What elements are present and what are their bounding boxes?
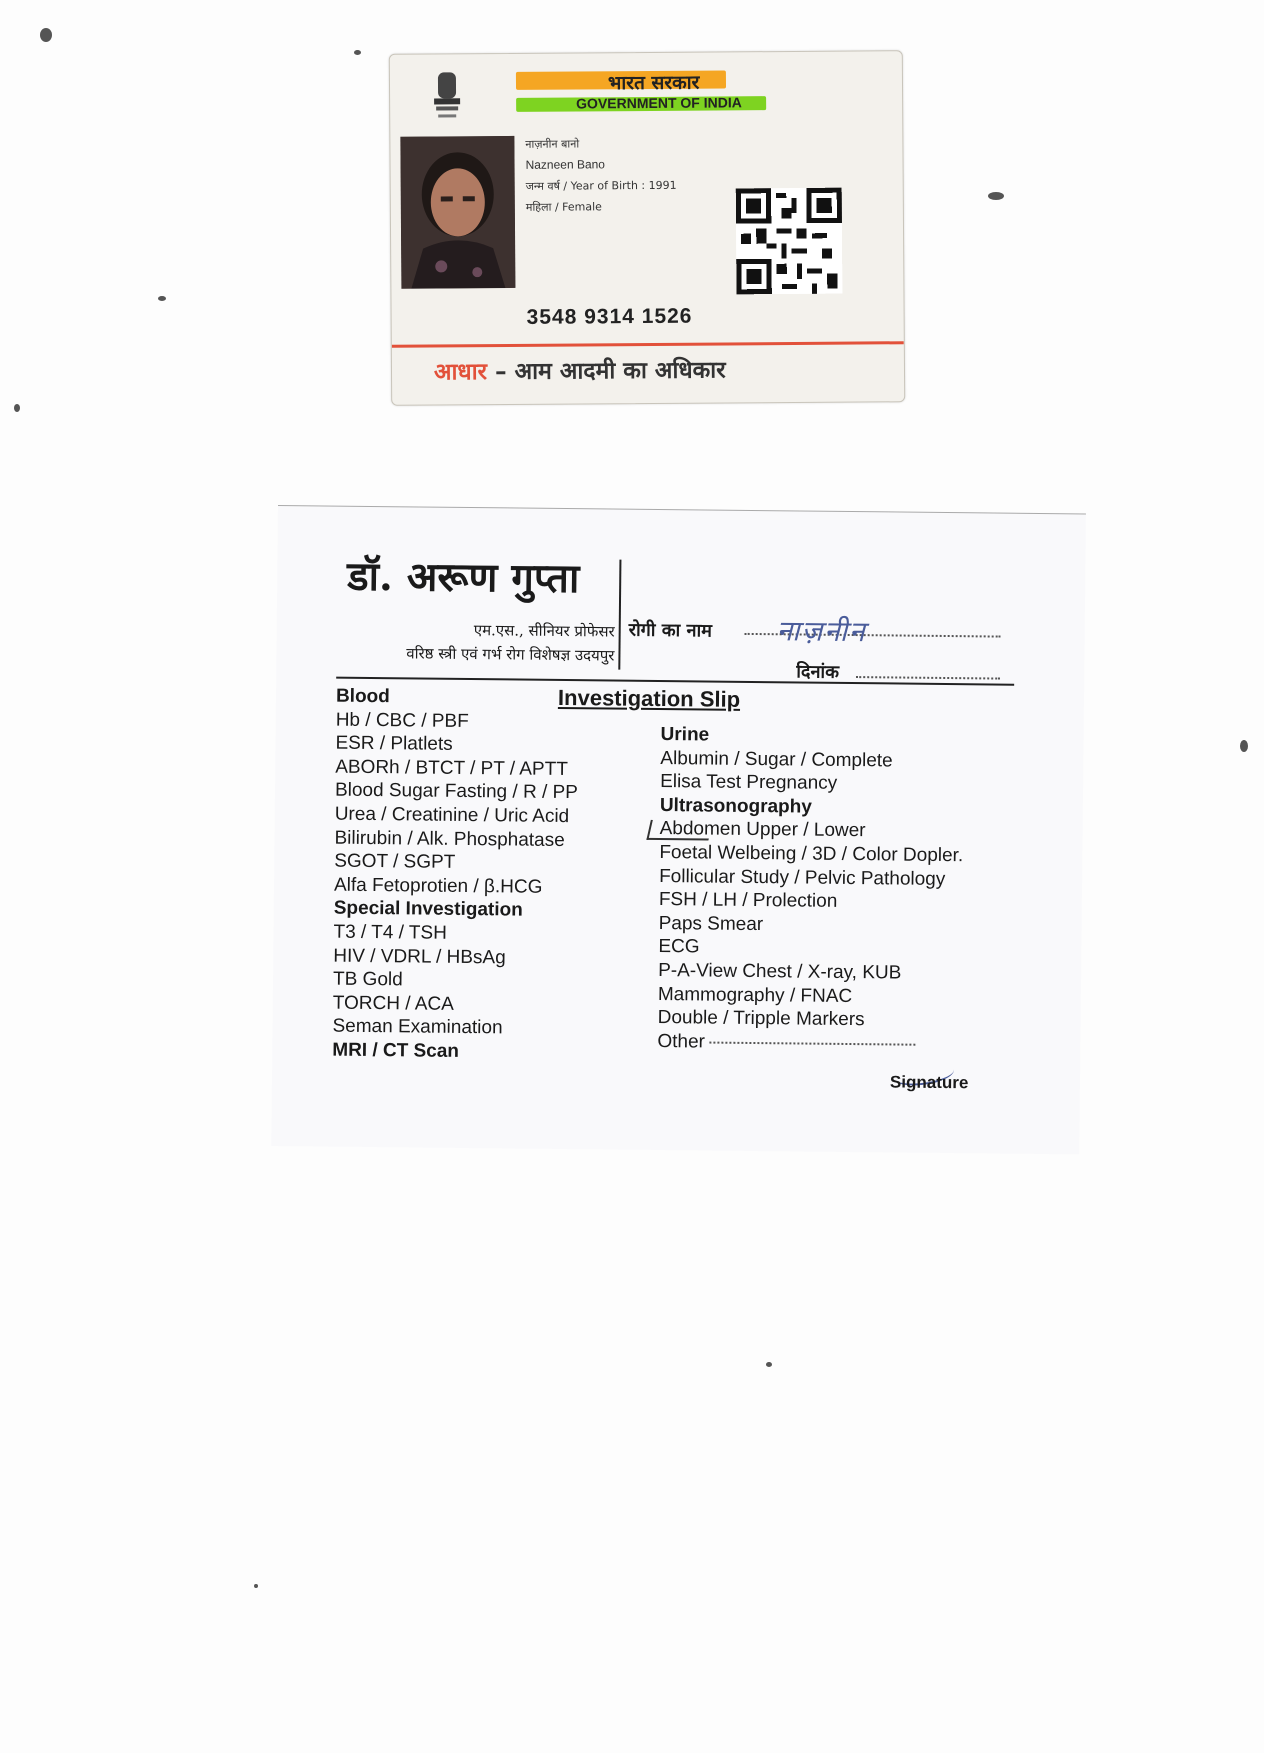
other-label: Other [657,1030,706,1053]
slogan-aadhaar-word: आधार [433,359,488,386]
holder-info [525,135,676,220]
scan-speck [1240,740,1248,752]
test-item: Blood Sugar Fasting / R / PP [334,779,579,804]
other-line [709,1041,915,1045]
holder-name-hindi: नाज़नीन बानो [525,137,580,151]
test-item: Mammography / FNAC [657,983,853,1007]
section-heading: MRI / CT Scan [332,1039,460,1062]
scan-speck [40,28,52,42]
portrait-image [400,136,515,289]
gender: महिला / Female [525,200,602,214]
right-test-list [657,723,964,1056]
test-item: SGOT / SGPT [334,850,456,874]
slip-title: Investigation Slip [557,684,741,712]
test-item: Bilirubin / Alk. Phosphatase [334,827,565,851]
patient-name-label: रोगी का नाम [628,619,713,642]
scan-speck [354,50,361,55]
test-item: Seman Examination [332,1015,503,1039]
doctor-degree [406,617,615,667]
test-item: T3 / T4 / TSH [333,921,447,944]
test-item: Urea / Creatinine / Uric Acid [334,803,570,828]
degree-line-1: एम.एस., सीनियर प्रोफेसर [473,621,615,641]
section-heading: Urine [660,724,710,746]
govt-hindi-title: भारत सरकार [607,71,700,95]
right-test-rows [658,723,965,1033]
doctor-name: डॉ. अरूण गुप्ता [347,552,580,603]
test-item: Double / Tripple Markers [657,1007,865,1031]
degree-line-2: वरिष्ठ स्त्री एवं गर्भ रोग विशेषज्ञ उदयपुर [406,644,615,665]
test-item: FSH / LH / Prolection [658,889,838,913]
aadhaar-card [389,50,905,406]
qr-code-icon [736,188,843,295]
year-of-birth: जन्म वर्ष / Year of Birth : 1991 [525,178,677,193]
scan-speck [254,1584,258,1588]
divider-line [392,341,904,348]
patient-name-handwritten: नाज़नीन [776,614,867,649]
signature-label: Signature [889,1072,969,1093]
test-item: P-A-View Chest / X-ray, KUB [658,959,902,984]
scan-speck [988,192,1004,200]
test-item: HIV / VDRL / HBsAg [333,945,506,968]
test-item: Follicular Study / Pelvic Pathology [659,865,946,890]
test-item: Paps Smear [658,912,764,935]
slogan-rest: – आम आदमी का अधिकार [486,357,726,386]
section-heading: Special Investigation [333,897,523,921]
test-item: TB Gold [332,968,403,991]
test-item: Alfa Fetoprotien / β.HCG [333,874,543,898]
test-item: ECG [658,936,700,958]
test-item: ABORh / BTCT / PT / APTT [335,756,568,780]
left-test-list [332,685,579,1065]
section-heading: Ultrasonography [659,794,813,818]
test-item: Hb / CBC / PBF [335,709,469,732]
scan-speck [14,404,20,412]
aadhaar-slogan [434,352,726,386]
section-heading: Blood [335,685,390,708]
aadhaar-number: 3548 9314 1526 [526,304,693,329]
test-item: ESR / Platlets [335,732,453,756]
scan-speck [158,296,166,301]
holder-photo [400,136,515,289]
investigation-slip [271,505,1086,1154]
test-item: Abdomen Upper / Lower [659,818,866,842]
scan-speck [766,1362,772,1367]
check-mark-icon [646,820,712,841]
date-label: दिनांक [796,661,840,683]
other-row [657,1030,961,1057]
test-item: Elisa Test Pregnancy [660,771,838,795]
test-item: TORCH / ACA [332,992,454,1015]
test-item: Albumin / Sugar / Complete [660,747,893,772]
holder-name: Nazneen Bano [525,157,606,172]
govt-english-title: GOVERNMENT OF INDIA [576,94,742,112]
national-emblem-icon [430,70,464,122]
test-item: Foetal Welbeing / 3D / Color Dopler. [659,841,964,867]
date-line [856,676,1000,680]
header-divider [618,560,621,670]
